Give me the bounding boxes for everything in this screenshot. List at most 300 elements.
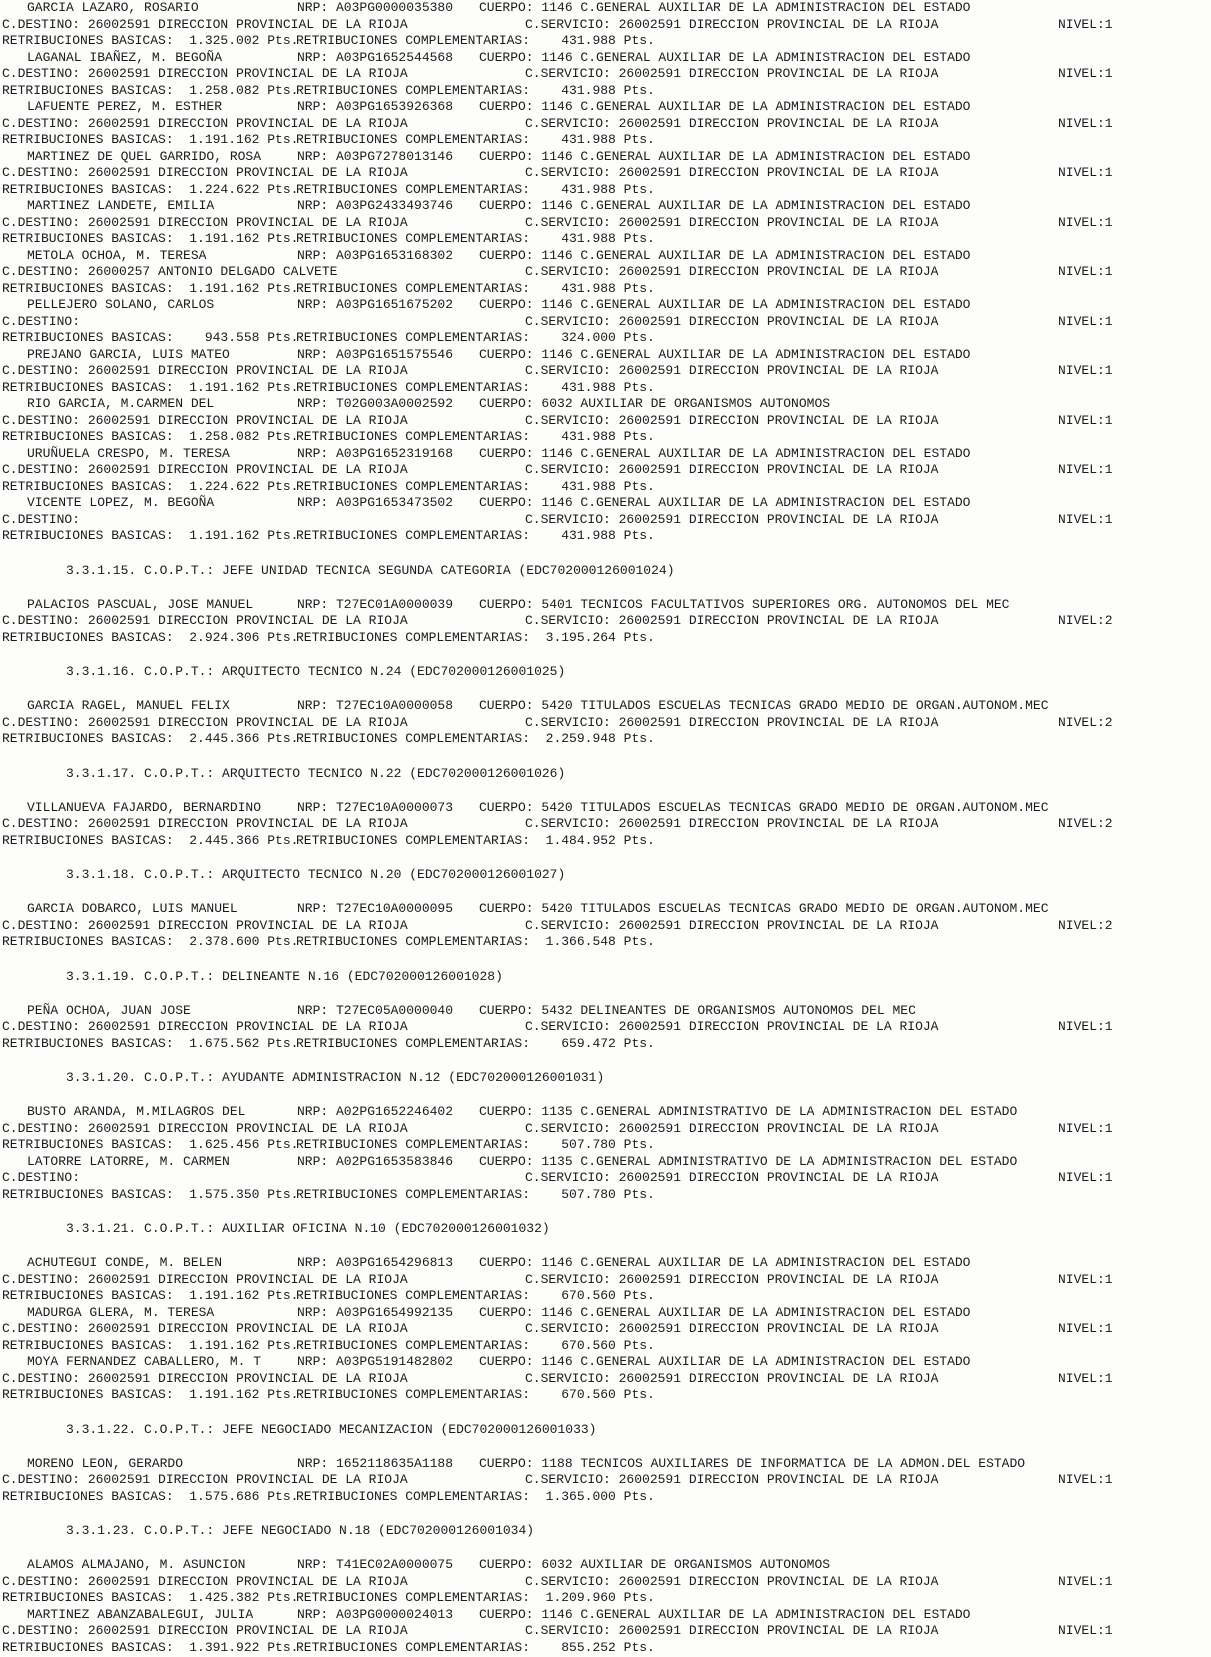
destino: C.DESTINO: 26002591 DIRECCION PROVINCIAL DE LA RIOJA [2,214,408,230]
retribuciones-basicas: RETRIBUCIONES BASICAS: 943.558 Pts. [2,330,299,345]
employee-salary-line [0,1590,1211,1607]
retribuciones-complementarias: RETRIBUCIONES COMPLEMENTARIAS: 324.000 Pts. [296,330,655,345]
entry-group [0,1003,1211,1053]
employee-nrp: NRP: A03PG1652319168 [297,445,454,461]
employee-header-line [0,149,1211,166]
section-heading: 3.3.1.15. C.O.P.T.: JEFE UNIDAD TECNICA SEGUNDA CATEGORIA (EDC702000126001024) [66,562,675,578]
spacer [0,1404,1211,1421]
destino: C.DESTINO: 26000257 ANTONIO DELGADO CALVETE [2,264,338,279]
spacer [0,783,1211,800]
employee-nrp: NRP: T27EC10A0000095 [297,901,454,916]
employee-cuerpo: CUERPO: 1146 C.GENERAL AUXILIAR DE LA ADMINISTRACION DEL ESTADO [479,49,971,65]
employee-destination-line [0,1623,1211,1640]
entry-group [0,1104,1211,1203]
nivel-level: NIVEL:1 [1058,1170,1113,1185]
servicio: C.SERVICIO: 26002591 DIRECCION PROVINCIAL DE LA RIOJA [525,1321,939,1336]
employee-record [0,446,1211,496]
destino: C.DESTINO: [2,313,81,329]
retribuciones-complementarias: RETRIBUCIONES COMPLEMENTARIAS: 1.209.960 Pts. [296,1590,655,1605]
employee-header-line [0,446,1211,463]
retribuciones-complementarias: RETRIBUCIONES COMPLEMENTARIAS: 431.988 Pts. [296,478,655,494]
spacer [0,646,1211,663]
employee-nrp: NRP: A03PG0000035380 [297,0,454,15]
nivel-level: NIVEL:1 [1058,363,1113,378]
employee-salary-line [0,83,1211,100]
employee-nrp: NRP: A03PG5191482802 [297,1354,454,1369]
spacer [0,1052,1211,1069]
retribuciones-complementarias: RETRIBUCIONES COMPLEMENTARIAS: 670.560 Pts. [296,1387,655,1402]
retribuciones-basicas: RETRIBUCIONES BASICAS: 1.191.162 Pts. [2,528,299,543]
retribuciones-basicas: RETRIBUCIONES BASICAS: 1.224.622 Pts. [2,478,299,494]
retribuciones-complementarias: RETRIBUCIONES COMPLEMENTARIAS: 2.259.948 Pts. [296,731,655,746]
nivel-level: NIVEL:1 [1058,511,1113,527]
spacer [0,580,1211,597]
spacer [0,1238,1211,1255]
employee-header-line [0,1003,1211,1020]
retribuciones-complementarias: RETRIBUCIONES COMPLEMENTARIAS: 670.560 Pts. [296,1337,655,1353]
destino: C.DESTINO: 26002591 DIRECCION PROVINCIAL DE LA RIOJA [2,714,408,730]
destino: C.DESTINO: 26002591 DIRECCION PROVINCIAL DE LA RIOJA [2,1271,408,1287]
servicio: C.SERVICIO: 26002591 DIRECCION PROVINCIAL DE LA RIOJA [525,66,939,81]
retribuciones-basicas: RETRIBUCIONES BASICAS: 1.258.082 Pts. [2,429,299,444]
entry-group [0,698,1211,748]
employee-salary-line [0,1288,1211,1305]
employee-destination-line [0,264,1211,281]
employee-record [0,50,1211,100]
employee-nrp: NRP: A03PG1653926368 [297,99,454,114]
employee-salary-line [0,630,1211,647]
employee-name: MARTINEZ LANDETE, EMILIA [27,198,215,213]
spacer [0,1505,1211,1522]
retribuciones-basicas: RETRIBUCIONES BASICAS: 1.191.162 Pts. [2,1288,299,1303]
employee-header-line [0,1154,1211,1171]
retribuciones-basicas: RETRIBUCIONES BASICAS: 1.575.686 Pts. [2,1488,299,1504]
servicio: C.SERVICIO: 26002591 DIRECCION PROVINCIAL DE LA RIOJA [525,313,939,329]
section-heading: 3.3.1.21. C.O.P.T.: AUXILIAR OFICINA N.10 (EDC702000126001032) [66,1221,550,1236]
nivel-level: NIVEL:2 [1058,613,1113,628]
employee-nrp: NRP: A03PG1653168302 [297,247,454,263]
retribuciones-complementarias: RETRIBUCIONES COMPLEMENTARIAS: 431.988 Pts. [296,379,655,395]
employee-record [0,99,1211,149]
employee-cuerpo: CUERPO: 5401 TECNICOS FACULTATIVOS SUPERIORES ORG. AUTONOMOS DEL MEC [479,596,1010,612]
retribuciones-basicas: RETRIBUCIONES BASICAS: 1.191.162 Pts. [2,280,299,296]
servicio: C.SERVICIO: 26002591 DIRECCION PROVINCIAL DE LA RIOJA [525,462,939,477]
retribuciones-complementarias: RETRIBUCIONES COMPLEMENTARIAS: 431.988 Pts. [296,132,655,147]
employee-destination-line [0,413,1211,430]
employee-destination-line [0,613,1211,630]
destino: C.DESTINO: 26002591 DIRECCION PROVINCIAL DE LA RIOJA [2,1573,408,1589]
employee-nrp: NRP: A03PG2433493746 [297,198,454,213]
employee-name: PEÑA OCHOA, JUAN JOSE [27,1002,191,1018]
servicio: C.SERVICIO: 26002591 DIRECCION PROVINCIAL DE LA RIOJA [525,511,939,527]
servicio: C.SERVICIO: 26002591 DIRECCION PROVINCIAL DE LA RIOJA [525,16,939,32]
employee-destination-line [0,816,1211,833]
retribuciones-basicas: RETRIBUCIONES BASICAS: 1.391.922 Pts. [2,1639,299,1655]
employee-name: LATORRE LATORRE, M. CARMEN [27,1153,230,1169]
destino: C.DESTINO: 26002591 DIRECCION PROVINCIAL DE LA RIOJA [2,363,408,378]
spacer [0,1087,1211,1104]
retribuciones-complementarias: RETRIBUCIONES COMPLEMENTARIAS: 431.988 Pts. [296,280,655,296]
employee-cuerpo: CUERPO: 1146 C.GENERAL AUXILIAR DE LA ADMINISTRACION DEL ESTADO [479,0,971,15]
servicio: C.SERVICIO: 26002591 DIRECCION PROVINCIAL DE LA RIOJA [525,613,939,628]
retribuciones-complementarias: RETRIBUCIONES COMPLEMENTARIAS: 1.366.548 Pts. [296,934,655,949]
employee-record [0,1255,1211,1305]
employee-destination-line [0,462,1211,479]
retribuciones-complementarias: RETRIBUCIONES COMPLEMENTARIAS: 507.780 Pts. [296,1186,655,1202]
servicio: C.SERVICIO: 26002591 DIRECCION PROVINCIAL DE LA RIOJA [525,264,939,279]
entry-group [0,597,1211,647]
employee-record [0,1607,1211,1657]
nivel-level: NIVEL:1 [1058,1370,1113,1386]
section-heading: 3.3.1.16. C.O.P.T.: ARQUITECTO TECNICO N.24 (EDC702000126001025) [66,664,566,679]
destino: C.DESTINO: 26002591 DIRECCION PROVINCIAL DE LA RIOJA [2,917,408,933]
employee-nrp: NRP: A03PG0000024013 [297,1606,454,1622]
entry-group [0,0,1211,545]
employee-destination-line [0,1121,1211,1138]
section-heading: 3.3.1.20. C.O.P.T.: AYUDANTE ADMINISTRACION N.12 (EDC702000126001031) [66,1070,605,1085]
employee-cuerpo: CUERPO: 1146 C.GENERAL AUXILIAR DE LA ADMINISTRACION DEL ESTADO [479,247,971,263]
employee-record [0,1154,1211,1204]
nivel-level: NIVEL:1 [1058,264,1113,279]
employee-record [0,149,1211,199]
employee-salary-line [0,934,1211,951]
employee-salary-line [0,429,1211,446]
employee-cuerpo: CUERPO: 6032 AUXILIAR DE ORGANISMOS AUTONOMOS [479,396,831,411]
employee-header-line [0,1607,1211,1624]
employee-nrp: NRP: A02PG1652246402 [297,1104,454,1119]
employee-name: MOYA FERNANDEZ CABALLERO, M. T [27,1354,262,1369]
employee-record [0,198,1211,248]
employee-salary-line [0,528,1211,545]
servicio: C.SERVICIO: 26002591 DIRECCION PROVINCIAL DE LA RIOJA [525,1120,939,1136]
employee-record [0,1557,1211,1607]
retribuciones-complementarias: RETRIBUCIONES COMPLEMENTARIAS: 431.988 Pts. [296,231,655,246]
servicio: C.SERVICIO: 26002591 DIRECCION PROVINCIAL DE LA RIOJA [525,412,939,428]
nivel-level: NIVEL:1 [1058,1573,1113,1589]
retribuciones-basicas: RETRIBUCIONES BASICAS: 1.258.082 Pts. [2,82,299,98]
employee-name: LAFUENTE PEREZ, M. ESTHER [27,99,223,114]
employee-record [0,495,1211,545]
employee-cuerpo: CUERPO: 1146 C.GENERAL AUXILIAR DE LA ADMINISTRACION DEL ESTADO [479,99,971,114]
nivel-level: NIVEL:1 [1058,313,1113,329]
employee-cuerpo: CUERPO: 6032 AUXILIAR DE ORGANISMOS AUTONOMOS [479,1557,831,1572]
employee-header-line [0,1104,1211,1121]
employee-header-line [0,99,1211,116]
employee-name: GARCIA RAGEL, MANUEL FELIX [27,698,230,713]
destino: C.DESTINO: 26002591 DIRECCION PROVINCIAL DE LA RIOJA [2,412,408,428]
retribuciones-basicas: RETRIBUCIONES BASICAS: 1.191.162 Pts. [2,132,299,147]
employee-destination-line [0,1170,1211,1187]
employee-cuerpo: CUERPO: 1188 TECNICOS AUXILIARES DE INFORMATICA DE LA ADMON.DEL ESTADO [479,1455,1026,1471]
employee-cuerpo: CUERPO: 1146 C.GENERAL AUXILIAR DE LA ADMINISTRACION DEL ESTADO [479,346,971,362]
employee-destination-line [0,1574,1211,1591]
employee-nrp: NRP: T27EC10A0000073 [297,799,454,815]
employee-record [0,0,1211,50]
employee-header-line [0,1255,1211,1272]
employee-header-line [0,248,1211,265]
employee-salary-line [0,281,1211,298]
employee-name: BUSTO ARANDA, M.MILAGROS DEL [27,1104,246,1119]
entry-group [0,1557,1211,1656]
employee-name: ALAMOS ALMAJANO, M. ASUNCION [27,1557,246,1572]
employee-name: MARTINEZ ABANZABALEGUI, JULIA [27,1606,254,1622]
retribuciones-basicas: RETRIBUCIONES BASICAS: 2.378.600 Pts. [2,934,299,949]
employee-record [0,901,1211,951]
employee-nrp: NRP: T41EC02A0000075 [297,1557,454,1572]
employee-salary-line [0,1338,1211,1355]
employee-salary-line [0,182,1211,199]
employee-cuerpo: CUERPO: 1146 C.GENERAL AUXILIAR DE LA ADMINISTRACION DEL ESTADO [479,445,971,461]
employee-cuerpo: CUERPO: 1135 C.GENERAL ADMINISTRATIVO DE LA ADMINISTRACION DEL ESTADO [479,1104,1018,1119]
employee-salary-line [0,33,1211,50]
employee-cuerpo: CUERPO: 1146 C.GENERAL AUXILIAR DE LA ADMINISTRACION DEL ESTADO [479,495,971,510]
retribuciones-basicas: RETRIBUCIONES BASICAS: 1.191.162 Pts. [2,1387,299,1402]
servicio: C.SERVICIO: 26002591 DIRECCION PROVINCIAL DE LA RIOJA [525,714,939,730]
destino: C.DESTINO: 26002591 DIRECCION PROVINCIAL DE LA RIOJA [2,1120,408,1136]
employee-header-line [0,1557,1211,1574]
servicio: C.SERVICIO: 26002591 DIRECCION PROVINCIAL DE LA RIOJA [525,214,939,230]
employee-nrp: NRP: A03PG1652544568 [297,49,454,65]
servicio: C.SERVICIO: 26002591 DIRECCION PROVINCIAL DE LA RIOJA [525,115,939,131]
servicio: C.SERVICIO: 26002591 DIRECCION PROVINCIAL DE LA RIOJA [525,816,939,831]
employee-name: LAGANAL IBAÑEZ, M. BEGOÑA [27,49,223,65]
employee-salary-line [0,479,1211,496]
employee-name: GARCIA LAZARO, ROSARIO [27,0,199,15]
employee-record [0,1354,1211,1404]
spacer [0,545,1211,562]
retribuciones-complementarias: RETRIBUCIONES COMPLEMENTARIAS: 659.472 Pts. [296,1035,655,1051]
employee-nrp: NRP: A03PG1651575546 [297,346,454,362]
employee-salary-line [0,380,1211,397]
employee-cuerpo: CUERPO: 1146 C.GENERAL AUXILIAR DE LA ADMINISTRACION DEL ESTADO [479,148,971,164]
servicio: C.SERVICIO: 26002591 DIRECCION PROVINCIAL DE LA RIOJA [525,1623,939,1638]
employee-destination-line [0,1019,1211,1036]
employee-nrp: NRP: A03PG1654296813 [297,1255,454,1270]
employee-record [0,1305,1211,1355]
destino: C.DESTINO: 26002591 DIRECCION PROVINCIAL DE LA RIOJA [2,1472,408,1487]
employee-header-line [0,800,1211,817]
servicio: C.SERVICIO: 26002591 DIRECCION PROVINCIAL DE LA RIOJA [525,1370,939,1386]
employee-name: RIO GARCIA, M.CARMEN DEL [27,396,215,411]
retribuciones-basicas: RETRIBUCIONES BASICAS: 1.425.382 Pts. [2,1590,299,1605]
servicio: C.SERVICIO: 26002591 DIRECCION PROVINCIAL DE LA RIOJA [525,1019,939,1034]
employee-destination-line [0,1371,1211,1388]
employee-header-line [0,698,1211,715]
employee-header-line [0,0,1211,17]
section-heading: 3.3.1.17. C.O.P.T.: ARQUITECTO TECNICO N.22 (EDC702000126001026) [66,765,566,781]
employee-cuerpo: CUERPO: 1146 C.GENERAL AUXILIAR DE LA ADMINISTRACION DEL ESTADO [479,1606,971,1622]
destino: C.DESTINO: 26002591 DIRECCION PROVINCIAL DE LA RIOJA [2,1019,408,1034]
employee-nrp: NRP: A03PG1654992135 [297,1304,454,1320]
destino: C.DESTINO: 26002591 DIRECCION PROVINCIAL DE LA RIOJA [2,816,408,831]
entry-group [0,1255,1211,1404]
destino: C.DESTINO: 26002591 DIRECCION PROVINCIAL DE LA RIOJA [2,115,408,131]
employee-header-line [0,396,1211,413]
employee-destination-line [0,512,1211,529]
employee-header-line [0,1354,1211,1371]
employee-destination-line [0,1472,1211,1489]
employee-cuerpo: CUERPO: 1146 C.GENERAL AUXILIAR DE LA ADMINISTRACION DEL ESTADO [479,1255,971,1270]
spacer [0,1540,1211,1557]
employee-record [0,1456,1211,1506]
retribuciones-complementarias: RETRIBUCIONES COMPLEMENTARIAS: 1.365.000 Pts. [296,1488,655,1504]
employee-salary-line [0,1137,1211,1154]
employee-name: MARTINEZ DE QUEL GARRIDO, ROSA [27,148,262,164]
employee-header-line [0,297,1211,314]
employee-name: PELLEJERO SOLANO, CARLOS [27,297,215,312]
servicio: C.SERVICIO: 26002591 DIRECCION PROVINCIAL DE LA RIOJA [525,363,939,378]
employee-nrp: NRP: A03PG1651675202 [297,297,454,312]
employee-record [0,248,1211,298]
employee-destination-line [0,66,1211,83]
entry-group [0,800,1211,850]
retribuciones-complementarias: RETRIBUCIONES COMPLEMENTARIAS: 431.988 Pts. [296,33,655,48]
retribuciones-basicas: RETRIBUCIONES BASICAS: 2.924.306 Pts. [2,629,299,645]
retribuciones-basicas: RETRIBUCIONES BASICAS: 1.675.562 Pts. [2,1035,299,1051]
retribuciones-basicas: RETRIBUCIONES BASICAS: 1.325.002 Pts. [2,33,299,48]
employee-record [0,1104,1211,1154]
retribuciones-basicas: RETRIBUCIONES BASICAS: 1.191.162 Pts. [2,379,299,395]
retribuciones-complementarias: RETRIBUCIONES COMPLEMENTARIAS: 1.484.952 Pts. [296,832,655,848]
spacer [0,884,1211,901]
employee-header-line [0,495,1211,512]
employee-destination-line [0,715,1211,732]
employee-name: VILLANUEVA FAJARDO, BERNARDINO [27,799,262,815]
employee-salary-line [0,1489,1211,1506]
section-heading: 3.3.1.22. C.O.P.T.: JEFE NEGOCIADO MECANIZACION (EDC702000126001033) [66,1421,597,1437]
employee-nrp: NRP: 1652118635A1188 [297,1455,454,1471]
employee-cuerpo: CUERPO: 1135 C.GENERAL ADMINISTRATIVO DE LA ADMINISTRACION DEL ESTADO [479,1153,1018,1169]
employee-nrp: NRP: T27EC05A0000040 [297,1002,454,1018]
retribuciones-complementarias: RETRIBUCIONES COMPLEMENTARIAS: 431.988 Pts. [296,181,655,197]
nivel-level: NIVEL:2 [1058,917,1113,933]
employee-salary-line [0,132,1211,149]
spacer [0,849,1211,866]
employee-record [0,396,1211,446]
entry-group [0,1456,1211,1506]
servicio: C.SERVICIO: 26002591 DIRECCION PROVINCIAL DE LA RIOJA [525,165,939,180]
employee-header-line [0,50,1211,67]
employee-nrp: NRP: A02PG1653583846 [297,1153,454,1169]
employee-record [0,597,1211,647]
employee-nrp: NRP: A03PG7278013146 [297,148,454,164]
retribuciones-complementarias: RETRIBUCIONES COMPLEMENTARIAS: 431.988 Pts. [296,429,655,444]
servicio: C.SERVICIO: 26002591 DIRECCION PROVINCIAL DE LA RIOJA [525,1271,939,1287]
nivel-level: NIVEL:2 [1058,714,1113,730]
destino: C.DESTINO: 26002591 DIRECCION PROVINCIAL DE LA RIOJA [2,1321,408,1336]
retribuciones-basicas: RETRIBUCIONES BASICAS: 2.445.366 Pts. [2,832,299,848]
employee-record [0,1003,1211,1053]
employee-destination-line [0,918,1211,935]
employee-cuerpo: CUERPO: 1146 C.GENERAL AUXILIAR DE LA ADMINISTRACION DEL ESTADO [479,1304,971,1320]
nivel-level: NIVEL:1 [1058,1120,1113,1136]
destino: C.DESTINO: 26002591 DIRECCION PROVINCIAL DE LA RIOJA [2,66,408,81]
employee-destination-line [0,116,1211,133]
employee-name: GARCIA DOBARCO, LUIS MANUEL [27,901,238,916]
nivel-level: NIVEL:2 [1058,816,1113,831]
employee-name: MADURGA GLERA, M. TERESA [27,1304,215,1320]
section-heading: 3.3.1.23. C.O.P.T.: JEFE NEGOCIADO N.18 (EDC702000126001034) [66,1523,535,1538]
retribuciones-basicas: RETRIBUCIONES BASICAS: 1.625.456 Pts. [2,1137,299,1152]
employee-header-line [0,597,1211,614]
servicio: C.SERVICIO: 26002591 DIRECCION PROVINCIAL DE LA RIOJA [525,1573,939,1589]
employee-destination-line [0,17,1211,34]
employee-header-line [0,1305,1211,1322]
destino: C.DESTINO: 26002591 DIRECCION PROVINCIAL DE LA RIOJA [2,1370,408,1386]
employee-name: METOLA OCHOA, M. TERESA [27,247,207,263]
employee-nrp: NRP: T27EC10A0000058 [297,698,454,713]
nivel-level: NIVEL:1 [1058,1321,1113,1336]
employee-name: PALACIOS PASCUAL, JOSE MANUEL [27,596,254,612]
employee-record [0,297,1211,347]
employee-destination-line [0,215,1211,232]
employee-header-line [0,198,1211,215]
section-heading: 3.3.1.18. C.O.P.T.: ARQUITECTO TECNICO N.20 (EDC702000126001027) [66,867,566,882]
servicio: C.SERVICIO: 26002591 DIRECCION PROVINCIAL DE LA RIOJA [525,917,939,933]
employee-cuerpo: CUERPO: 5420 TITULADOS ESCUELAS TECNICAS GRADO MEDIO DE ORGAN.AUTONOM.MEC [479,698,1049,713]
employee-salary-line [0,833,1211,850]
retribuciones-complementarias: RETRIBUCIONES COMPLEMENTARIAS: 431.988 Pts. [296,82,655,98]
retribuciones-basicas: RETRIBUCIONES BASICAS: 1.224.622 Pts. [2,181,299,197]
retribuciones-complementarias: RETRIBUCIONES COMPLEMENTARIAS: 855.252 Pts. [296,1639,655,1655]
nivel-level: NIVEL:1 [1058,16,1113,32]
retribuciones-complementarias: RETRIBUCIONES COMPLEMENTARIAS: 3.195.264 Pts. [296,629,655,645]
section-heading: 3.3.1.19. C.O.P.T.: DELINEANTE N.16 (EDC702000126001028) [66,968,503,984]
nivel-level: NIVEL:1 [1058,1019,1113,1034]
employee-header-line [0,347,1211,364]
destino: C.DESTINO: [2,1170,81,1185]
destino: C.DESTINO: 26002591 DIRECCION PROVINCIAL DE LA RIOJA [2,165,408,180]
employee-record [0,347,1211,397]
employee-header-line [0,1456,1211,1473]
spacer [0,681,1211,698]
entry-group [0,901,1211,951]
employee-cuerpo: CUERPO: 5420 TITULADOS ESCUELAS TECNICAS GRADO MEDIO DE ORGAN.AUTONOM.MEC [479,799,1049,815]
retribuciones-basicas: RETRIBUCIONES BASICAS: 1.191.162 Pts. [2,1337,299,1353]
employee-salary-line [0,330,1211,347]
spacer [0,986,1211,1003]
retribuciones-complementarias: RETRIBUCIONES COMPLEMENTARIAS: 431.988 Pts. [296,528,655,543]
destino: C.DESTINO: [2,511,81,527]
employee-destination-line [0,363,1211,380]
spacer [0,1203,1211,1220]
spacer [0,951,1211,968]
nivel-level: NIVEL:1 [1058,115,1113,131]
employee-cuerpo: CUERPO: 1146 C.GENERAL AUXILIAR DE LA ADMINISTRACION DEL ESTADO [479,198,971,213]
employee-cuerpo: CUERPO: 1146 C.GENERAL AUXILIAR DE LA ADMINISTRACION DEL ESTADO [479,297,971,312]
destino: C.DESTINO: 26002591 DIRECCION PROVINCIAL DE LA RIOJA [2,16,408,32]
nivel-level: NIVEL:1 [1058,1271,1113,1287]
retribuciones-complementarias: RETRIBUCIONES COMPLEMENTARIAS: 507.780 Pts. [296,1137,655,1152]
nivel-level: NIVEL:1 [1058,214,1113,230]
employee-destination-line [0,314,1211,331]
nivel-level: NIVEL:1 [1058,462,1113,477]
employee-header-line [0,901,1211,918]
employee-nrp: NRP: A03PG1653473502 [297,495,454,510]
nivel-level: NIVEL:1 [1058,412,1113,428]
employee-salary-line [0,1387,1211,1404]
servicio: C.SERVICIO: 26002591 DIRECCION PROVINCIAL DE LA RIOJA [525,1170,939,1185]
employee-name: MORENO LEON, GERARDO [27,1455,184,1471]
employee-salary-line [0,1640,1211,1657]
employee-destination-line [0,1272,1211,1289]
employee-cuerpo: CUERPO: 1146 C.GENERAL AUXILIAR DE LA ADMINISTRACION DEL ESTADO [479,1354,971,1369]
retribuciones-complementarias: RETRIBUCIONES COMPLEMENTARIAS: 670.560 Pts. [296,1288,655,1303]
nivel-level: NIVEL:1 [1058,1472,1113,1487]
destino: C.DESTINO: 26002591 DIRECCION PROVINCIAL DE LA RIOJA [2,462,408,477]
employee-nrp: NRP: T27EC01A0000039 [297,596,454,612]
employee-name: ACHUTEGUI CONDE, M. BELEN [27,1255,223,1270]
